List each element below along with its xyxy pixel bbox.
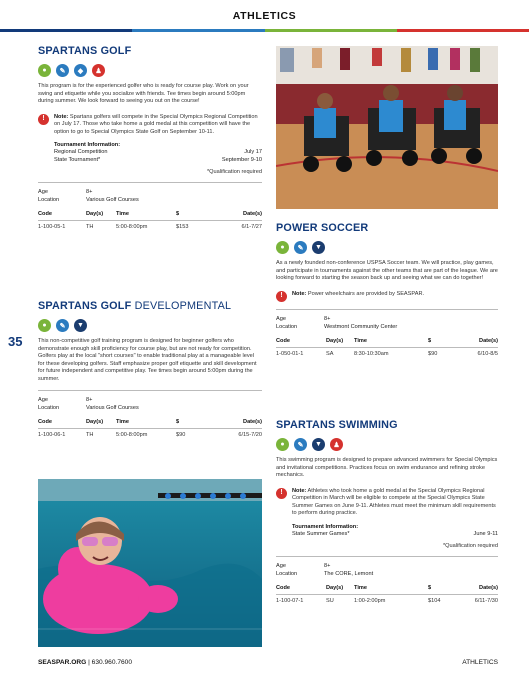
schedule-table [38, 208, 262, 233]
note-text: Power wheelchairs are provided by SEASPAR. [307, 290, 425, 297]
note-label: Note: [292, 290, 307, 297]
column-header: $ [428, 582, 458, 595]
tournament-date: July 17 [244, 149, 262, 156]
tournament-row [54, 157, 262, 164]
column-header: Day(s) [86, 416, 116, 429]
tournament-row [292, 531, 498, 538]
time-cell: 8:30-10:30am [354, 350, 389, 357]
column-header: Time [354, 582, 428, 595]
location-value: The CORE, Lemont [324, 571, 374, 578]
day-cell: SA [326, 350, 334, 357]
divider [276, 556, 498, 557]
dates-cell: 6/10-8/5 [477, 350, 498, 357]
program-icons [38, 319, 262, 332]
blue-tag-icon: ◆ [74, 64, 87, 77]
note-label: Note: [54, 113, 69, 120]
table-row [38, 220, 262, 233]
location-label: Location [276, 571, 298, 578]
location-label: Location [38, 405, 60, 411]
tournament-row [54, 149, 262, 156]
blue-wrench-icon: ✎ [294, 241, 307, 254]
red-person-icon: ♟ [330, 438, 343, 451]
golf-section [38, 45, 262, 233]
green-circle-icon: ● [276, 241, 289, 254]
time-cell: 5:00-8:00pm [116, 223, 148, 230]
golf-developmental-section [38, 300, 262, 441]
code-cell: 1-050-01-1 [276, 350, 304, 357]
description: This non-competitive golf training program is designed for beginner golfers who demonstrate enough skill proficiency for course play, but are not ready for competition. Golfers play at the local "short courses" to enable traditional play at a manageable level for these developing golfers. Staff emphasize proper golf etiquette and skill development for future independent and competitive play. Tee times begin around 5:00pm during the summer. [38, 338, 257, 382]
alert-icon: ! [276, 291, 287, 302]
price-cell: $153 [176, 223, 189, 230]
navy-shield-icon: ▼ [312, 438, 325, 451]
tournament-name: State Summer Games* [292, 530, 350, 537]
schedule-table [276, 335, 498, 360]
column-header: Day(s) [326, 335, 354, 348]
title-bold: SPARTANS GOLF [38, 300, 132, 312]
note [276, 488, 498, 518]
swimming-section [276, 419, 498, 607]
column-header: Code [276, 335, 326, 348]
column-header: Time [116, 416, 176, 429]
column-header: Date(s) [206, 416, 262, 429]
alert-icon: ! [276, 488, 287, 499]
age-value: 8+ [86, 188, 93, 195]
location-value: Various Golf Courses [86, 196, 139, 203]
location-value: Various Golf Courses [86, 405, 139, 411]
program-meta [276, 315, 498, 331]
price-cell: $104 [428, 598, 441, 605]
age-value: 8+ [86, 397, 93, 403]
age-label: Age [38, 397, 48, 403]
price-cell: $90 [176, 432, 186, 438]
age-value: 8+ [324, 315, 331, 322]
column-header: Day(s) [326, 582, 354, 595]
code-cell: 1-100-07-1 [276, 598, 304, 605]
day-cell: SU [326, 598, 334, 605]
alert-icon: ! [38, 114, 49, 125]
qualification-note: *Qualification required [442, 543, 498, 550]
program-icons [38, 64, 262, 77]
age-label: Age [38, 188, 48, 195]
age-label: Age [276, 315, 286, 322]
page-title: ATHLETICS [232, 10, 297, 22]
description: This swimming program is designed to prepare advanced swimmers for Special Olympics and invitational competitions. Practices focus on swim endurance and refining stroke mechanics. [276, 457, 498, 478]
column-header: $ [176, 208, 206, 221]
page-header [0, 0, 529, 34]
column-header: Code [276, 582, 326, 595]
power-soccer-photo [276, 46, 498, 209]
green-circle-icon: ● [38, 319, 51, 332]
footer-section-label: ATHLETICS [462, 659, 498, 666]
note-text: Spartans golfers will compete in the Special Olympics Regional Competition on July 17. Those who take home a gold medal at this competition will have the option to go to Special Olympics State Golf on September 10-11. [54, 113, 258, 135]
location-value: Westmont Community Center [324, 323, 398, 330]
column-header: Code [38, 208, 86, 221]
description: This program is for the experienced golfer who is ready for course play. Work on your swing and etiquette while you socialize with friends. Tee times begin around 5:00pm during summer. We look forward to seeing you out on the course! [38, 83, 249, 104]
tournament-info [292, 524, 498, 539]
blue-wrench-icon: ✎ [294, 438, 307, 451]
column-header: $ [428, 335, 458, 348]
column-header: $ [176, 416, 206, 429]
section-title: SPARTANS GOLF [38, 45, 132, 57]
green-circle-icon: ● [276, 438, 289, 451]
navy-shield-icon: ▼ [74, 319, 87, 332]
power-soccer-section [276, 222, 498, 360]
blue-wrench-icon: ✎ [56, 64, 69, 77]
swimmer-photo [38, 479, 262, 647]
code-cell: 1-100-05-1 [38, 223, 66, 230]
phone-number: 630.960.7600 [91, 659, 132, 666]
table-row [276, 595, 498, 608]
note [276, 291, 498, 302]
column-header: Date(s) [458, 582, 498, 595]
age-value: 8+ [324, 563, 331, 570]
program-icons [276, 241, 498, 254]
tournament-heading: Tournament Information: [292, 523, 359, 530]
column-header: Time [354, 335, 428, 348]
navy-shield-icon: ▼ [312, 241, 325, 254]
schedule-table [38, 416, 262, 441]
tournament-name: Regional Competition [54, 149, 108, 156]
location-label: Location [276, 323, 298, 330]
site-link[interactable]: SEASPAR.ORG [38, 659, 87, 666]
column-header: Time [116, 208, 176, 221]
dates-cell: 6/15-7/20 [238, 432, 262, 438]
program-meta [38, 396, 262, 412]
time-cell: 5:00-8:00pm [116, 432, 148, 438]
location-label: Location [38, 196, 60, 203]
price-cell: $90 [428, 350, 438, 357]
section-title: SPARTANS SWIMMING [276, 419, 398, 431]
table-row [38, 429, 262, 442]
footer-contact [38, 659, 132, 666]
description: As a newly founded non-conference USPSA Soccer team. We will practice, play games, and participate in tournaments against the other teams that are part of the league. We are looking forward to starting the season back up and seeing what we can do together! [276, 260, 498, 281]
age-label: Age [276, 563, 286, 570]
time-cell: 1:00-2:00pm [354, 598, 386, 605]
tournament-date: September 9-10 [221, 156, 262, 163]
tournament-name: State Tournament* [54, 156, 101, 163]
red-person-icon: ♟ [92, 64, 105, 77]
color-rule [0, 29, 529, 32]
green-circle-icon: ● [38, 64, 51, 77]
column-header: Code [38, 416, 86, 429]
qualification-note: *Qualification required [206, 168, 262, 175]
program-meta [38, 188, 262, 204]
tournament-heading: Tournament Information: [54, 142, 121, 148]
page-number: 35 [8, 334, 23, 349]
day-cell: TH [86, 223, 94, 230]
divider [276, 309, 498, 310]
tournament-info [54, 142, 262, 164]
note-text: Athletes who took home a gold medal at the Special Olympics Regional Competition in March will be eligible to compete at the Special Olympics State Summer Games on June 9-11. Athletes must meet the minimum skill requirements to perform during practice. [292, 487, 496, 516]
column-header: Date(s) [206, 208, 262, 221]
program-meta [276, 562, 498, 578]
schedule-table [276, 582, 498, 607]
section-title: POWER SOCCER [276, 222, 369, 234]
tournament-date: June 9-11 [473, 530, 498, 537]
title-light: DEVELOPMENTAL [134, 300, 232, 312]
divider [38, 182, 262, 183]
day-cell: TH [86, 432, 94, 438]
separator: | [88, 659, 90, 666]
divider [38, 390, 262, 391]
dates-cell: 6/1-7/27 [241, 223, 262, 230]
note-label: Note: [292, 487, 307, 494]
dates-cell: 6/11-7/30 [474, 598, 498, 605]
column-header: Day(s) [86, 208, 116, 221]
column-header: Date(s) [458, 335, 498, 348]
section-title [38, 300, 262, 312]
code-cell: 1-100-06-1 [38, 432, 66, 438]
program-icons [276, 438, 498, 451]
note [38, 114, 262, 137]
blue-wrench-icon: ✎ [56, 319, 69, 332]
table-row [276, 347, 498, 360]
